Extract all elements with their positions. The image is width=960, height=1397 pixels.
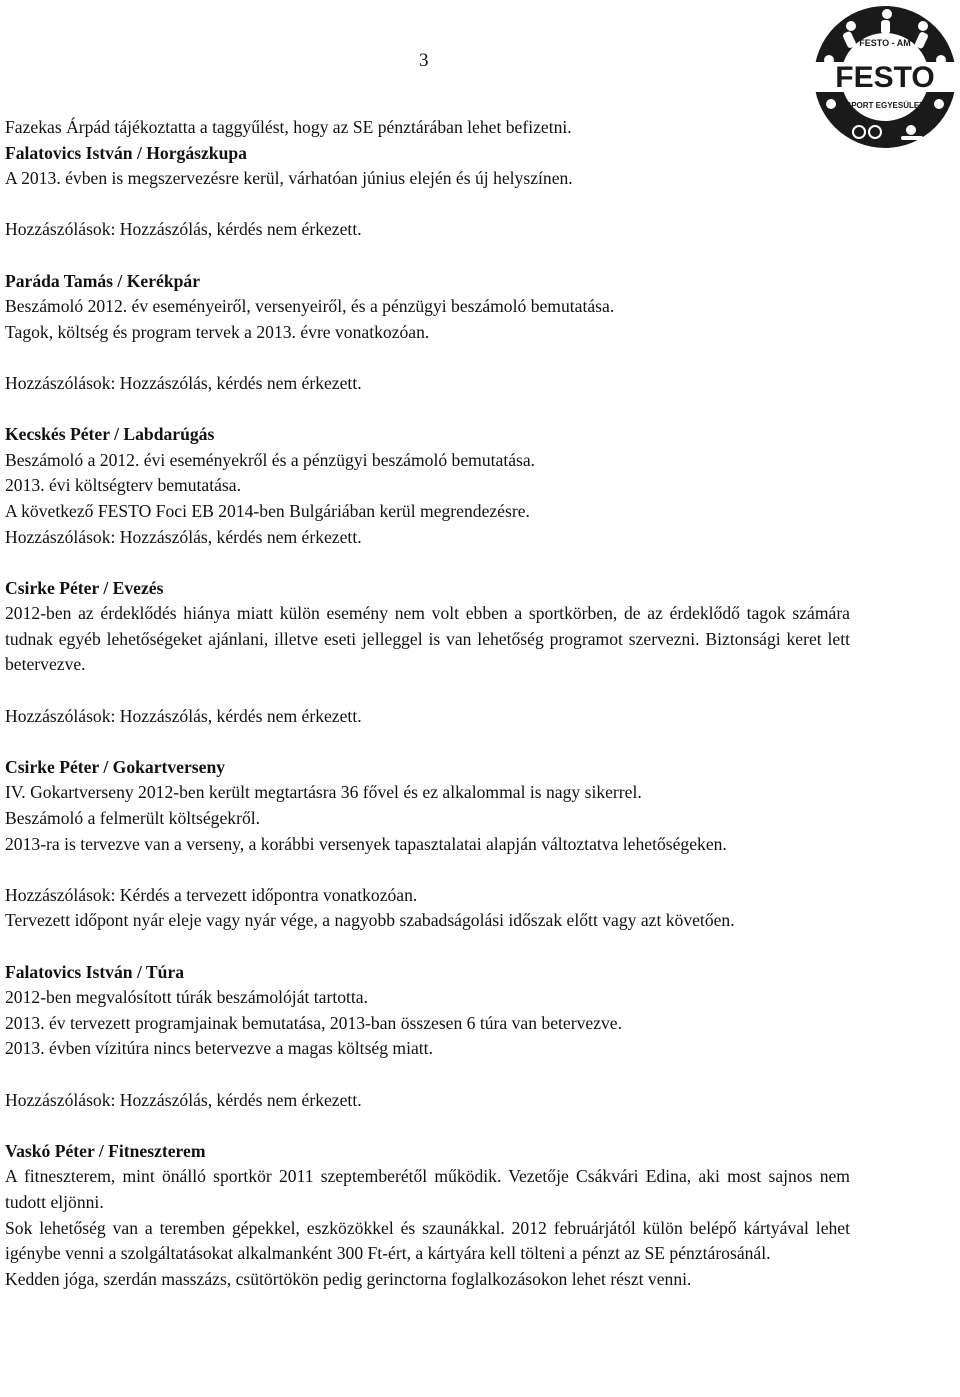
comments-kerekpar: Hozzászólások: Hozzászólás, kérdés nem érkezett.: [5, 372, 362, 393]
intro-line-2: A 2013. évben is megszervezésre kerül, várhatóan június elején és új helyszínen.: [5, 168, 573, 189]
fitnesz-paragraph-1: A fitneszterem, mint önálló sportkör 2011 szeptemberétől működik. Vezetője Csákvári Edina, aki most sajnos nem tudott eljönni.: [5, 1166, 850, 1212]
comments-horgaszkupa: Hozzászólások: Hozzászólás, kérdés nem érkezett.: [5, 219, 362, 240]
tura-line-1: 2012-ben megvalósított túrák beszámolóját tartotta.: [5, 987, 369, 1008]
comments-gokart: Hozzászólások: Kérdés a tervezett időpontra vonatkozóan.: [5, 884, 418, 905]
section-heading-gokart: Csirke Péter / Gokartverseny: [5, 756, 226, 777]
comments-evezes: Hozzászólások: Hozzászólás, kérdés nem érkezett.: [5, 705, 362, 726]
logo-bottom-text: SPORT EGYESÜLET: [845, 101, 925, 110]
comments-tura: Hozzászólások: Hozzászólás, kérdés nem érkezett.: [5, 1089, 362, 1110]
document-body: [5, 115, 850, 1292]
kerekpar-line-2: Tagok, költség és program tervek a 2013. évre vonatkozóan.: [5, 321, 430, 342]
section-heading-fitnesz: Vaskó Péter / Fitneszterem: [5, 1140, 206, 1161]
section-heading-horgaszkupa: Falatovics István / Horgászkupa: [5, 142, 247, 163]
section-heading-tura: Falatovics István / Túra: [5, 961, 185, 982]
gokart-answer: Tervezett időpont nyár eleje vagy nyár vége, a nagyobb szabadságolási időszak előtt vagy azt követően.: [5, 910, 735, 931]
gokart-paragraph: 2013-ra is tervezve van a verseny, a korábbi versenyek tapasztalatai alapján változtatva lehetőségeken.: [5, 833, 727, 854]
gokart-line-1: IV. Gokartverseny 2012-ben került megtartásra 36 fővel és ez alkalommal is nagy sikerrel.: [5, 782, 642, 803]
section-heading-kerekpar: Paráda Tamás / Kerékpár: [5, 270, 200, 291]
labdarugas-line-3: A következő FESTO Foci EB 2014-ben Bulgáriában kerül megrendezésre.: [5, 500, 530, 521]
page-number: 3: [419, 50, 429, 71]
gokart-line-2: Beszámoló a felmerült költségekről.: [5, 808, 261, 829]
tura-line-2: 2013. év tervezett programjainak bemutatása, 2013-ban összesen 6 túra van betervezve.: [5, 1012, 623, 1033]
intro-line-1: Fazekas Árpád tájékoztatta a taggyűlést, hogy az SE pénztárában lehet befizetni.: [5, 117, 572, 137]
comments-labdarugas: Hozzászólások: Hozzászólás, kérdés nem érkezett.: [5, 526, 362, 547]
evezes-paragraph: 2012-ben az érdeklődés hiánya miatt külön esemény nem volt ebben a sportkörben, de az érdeklődő tagok számára tudnak egyéb lehetőségeket ajánlani, illetve eseti jelleggel is van lehetőség programot szervezni. Biztonsági keret lett betervezve.: [5, 603, 850, 675]
labdarugas-line-2: 2013. évi költségterv bemutatása.: [5, 475, 241, 496]
tura-line-3: 2013. évben vízitúra nincs betervezve a magas költség miatt.: [5, 1038, 433, 1059]
fitnesz-paragraph-3: Kedden jóga, szerdán masszázs, csütörtökön pedig gerinctorna foglalkozásokon lehet részt venni.: [5, 1268, 692, 1289]
section-heading-evezes: Csirke Péter / Evezés: [5, 577, 164, 598]
kerekpar-line-1: Beszámoló 2012. év eseményeiről, versenyeiről, és a pénzügyi beszámoló bemutatása.: [5, 296, 615, 317]
logo-main-text: FESTO: [835, 61, 935, 94]
logo-top-text: FESTO - AM: [859, 38, 911, 48]
labdarugas-line-1: Beszámoló a 2012. évi eseményekről és a pénzügyi beszámoló bemutatása.: [5, 449, 536, 470]
fitnesz-paragraph-2: Sok lehetőség van a teremben gépekkel, eszközökkel és szaunákkal. 2012 februárjától külön belépő kártyával lehet igénybe venni a szolgáltatásokat alkalmanként 300 Ft-ért, a kártyára kell tölteni a pénzt az SE pénztárosánál.: [5, 1217, 850, 1264]
section-heading-labdarugas: Kecskés Péter / Labdarúgás: [5, 424, 215, 445]
